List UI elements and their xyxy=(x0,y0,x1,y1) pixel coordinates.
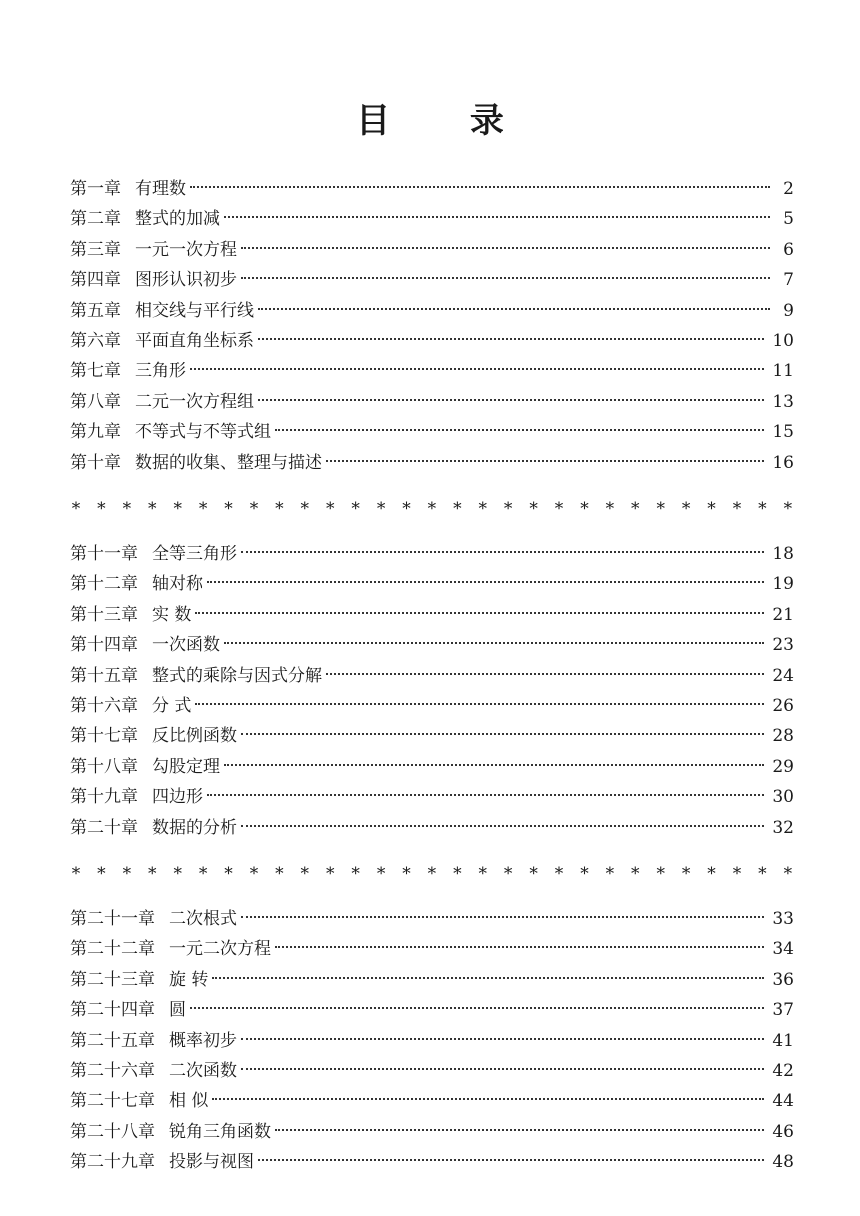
toc-chapter-title: 实 数 xyxy=(152,604,192,625)
toc-dot-leader xyxy=(241,916,764,918)
toc-entry[interactable] xyxy=(70,782,794,812)
toc-chapter-number: 第九章 xyxy=(70,422,121,443)
toc-page-number: 2 xyxy=(783,179,794,199)
toc-dot-leader xyxy=(224,764,764,766)
toc-chapter-number: 第二十三章 xyxy=(70,969,155,990)
toc-dot-leader xyxy=(241,277,770,279)
toc-dot-leader xyxy=(275,1129,764,1131)
toc-chapter-number: 第二十四章 xyxy=(70,1000,155,1021)
toc-page-number: 26 xyxy=(772,695,794,716)
toc-page-number: 21 xyxy=(772,604,794,625)
toc-entry[interactable] xyxy=(70,934,794,964)
toc-dot-leader xyxy=(241,551,764,553)
toc-page-number: 5 xyxy=(783,209,794,230)
toc-entry[interactable] xyxy=(70,630,794,660)
toc-dot-leader xyxy=(207,794,764,796)
toc-page-number: 24 xyxy=(772,665,794,686)
toc-chapter-title: 二次根式 xyxy=(169,909,237,929)
toc-group xyxy=(70,904,794,1178)
toc-entry[interactable] xyxy=(70,600,794,630)
toc-dot-leader xyxy=(195,612,764,614)
toc-chapter-number: 第十章 xyxy=(70,452,121,473)
toc-page-number: 15 xyxy=(772,422,794,443)
toc-dot-leader xyxy=(224,216,770,218)
toc-page-number: 6 xyxy=(783,239,794,260)
toc-dot-leader xyxy=(241,1068,764,1070)
toc-entry[interactable] xyxy=(70,1056,794,1086)
toc-dot-leader xyxy=(326,673,764,675)
toc-entry[interactable] xyxy=(70,296,794,326)
toc-chapter-title: 图形认识初步 xyxy=(135,270,237,291)
toc-dot-leader xyxy=(258,1159,764,1161)
toc-page-number: 10 xyxy=(772,330,794,351)
toc-chapter-title: 一元二次方程 xyxy=(169,939,271,960)
toc-chapter-number: 第十二章 xyxy=(70,574,138,595)
toc-entry[interactable] xyxy=(70,387,794,417)
toc-chapter-title: 一元一次方程 xyxy=(135,239,237,260)
toc-page-number: 28 xyxy=(772,726,794,747)
toc-entry[interactable] xyxy=(70,661,794,691)
toc-chapter-title: 相 似 xyxy=(169,1091,209,1112)
toc-entry[interactable] xyxy=(70,326,794,356)
toc-chapter-number: 第二十五章 xyxy=(70,1030,155,1051)
toc-entry[interactable] xyxy=(70,1117,794,1147)
toc-entry[interactable] xyxy=(70,904,794,934)
toc-dot-leader xyxy=(258,308,770,310)
page-title: 目 录 xyxy=(356,101,538,141)
toc-page-number: 32 xyxy=(772,817,794,838)
toc-chapter-title: 二次函数 xyxy=(169,1060,237,1081)
toc-page-number: 19 xyxy=(772,574,794,595)
toc-page-number: 13 xyxy=(772,391,794,412)
toc-page-number: 9 xyxy=(783,300,794,321)
toc-chapter-title: 二元一次方程组 xyxy=(135,391,254,412)
toc-entry[interactable] xyxy=(70,1026,794,1056)
toc-page-number: 48 xyxy=(772,1152,794,1173)
toc-entry[interactable] xyxy=(70,813,794,843)
toc-chapter-title: 投影与视图 xyxy=(169,1152,254,1173)
toc-dot-leader xyxy=(241,247,770,249)
toc-chapter-title: 分 式 xyxy=(152,695,192,716)
toc-page-number: 42 xyxy=(772,1060,794,1081)
toc-chapter-number: 第十七章 xyxy=(70,726,138,747)
toc-entry[interactable] xyxy=(70,752,794,782)
toc-chapter-number: 第十三章 xyxy=(70,604,138,625)
toc-dot-leader xyxy=(195,703,764,705)
toc-entry[interactable] xyxy=(70,356,794,386)
toc-chapter-title: 锐角三角函数 xyxy=(169,1121,271,1142)
toc-chapter-title: 数据的收集、整理与描述 xyxy=(135,452,322,473)
toc-dot-leader xyxy=(207,581,764,583)
toc-chapter-number: 第十四章 xyxy=(70,635,138,656)
toc-page-number: 16 xyxy=(772,452,794,473)
toc-dot-leader xyxy=(190,186,770,188)
toc-group xyxy=(70,539,794,843)
toc-chapter-title: 平面直角坐标系 xyxy=(135,330,254,351)
toc-page-number: 29 xyxy=(772,756,794,777)
toc-chapter-title: 概率初步 xyxy=(169,1030,237,1051)
toc-dot-leader xyxy=(190,368,764,370)
toc-page-number: 18 xyxy=(772,544,794,564)
toc-chapter-number: 第十六章 xyxy=(70,695,138,716)
toc-entry[interactable] xyxy=(70,1147,794,1177)
toc-dot-leader xyxy=(212,977,764,979)
toc-chapter-number: 第十一章 xyxy=(70,544,138,564)
toc-chapter-title: 整式的加减 xyxy=(135,209,220,230)
toc-dot-leader xyxy=(258,338,764,340)
toc-chapter-title: 数据的分析 xyxy=(152,817,237,838)
toc-chapter-number: 第二章 xyxy=(70,209,121,230)
toc-dot-leader xyxy=(241,825,764,827)
toc-chapter-number: 第十八章 xyxy=(70,756,138,777)
toc-entry[interactable] xyxy=(70,539,794,569)
toc-chapter-title: 勾股定理 xyxy=(152,756,220,777)
toc-entry[interactable] xyxy=(70,174,794,204)
toc-page-number: 44 xyxy=(772,1091,794,1112)
toc-page-number: 23 xyxy=(772,635,794,656)
toc-chapter-number: 第二十七章 xyxy=(70,1091,155,1112)
toc-dot-leader xyxy=(258,399,764,401)
toc-entry[interactable] xyxy=(70,265,794,295)
toc-chapter-title: 旋 转 xyxy=(169,969,209,990)
toc-chapter-number: 第十五章 xyxy=(70,665,138,686)
toc-dot-leader xyxy=(224,642,764,644)
toc-dot-leader xyxy=(241,1038,764,1040)
toc-page-number: 37 xyxy=(772,1000,794,1021)
toc-chapter-number: 第一章 xyxy=(70,179,121,199)
toc-chapter-title: 轴对称 xyxy=(152,574,203,595)
section-separator: * * * * * * * * * * * * * * * * * * * * * * * * * * * * * xyxy=(71,864,793,884)
toc-page-number: 36 xyxy=(772,969,794,990)
toc-chapter-title: 整式的乘除与因式分解 xyxy=(152,665,322,686)
toc-chapter-number: 第二十二章 xyxy=(70,939,155,960)
toc-dot-leader xyxy=(241,733,764,735)
toc-page-number: 7 xyxy=(783,270,794,291)
toc-page-number: 30 xyxy=(772,787,794,808)
toc-entry[interactable] xyxy=(70,569,794,599)
toc-chapter-title: 有理数 xyxy=(135,179,186,199)
toc-entry[interactable] xyxy=(70,235,794,265)
toc-page-number: 41 xyxy=(772,1030,794,1051)
toc-dot-leader xyxy=(190,1007,764,1009)
toc-page-number: 33 xyxy=(772,909,794,929)
toc-entry[interactable] xyxy=(70,965,794,995)
toc-chapter-number: 第八章 xyxy=(70,391,121,412)
toc-entry[interactable] xyxy=(70,417,794,447)
toc-chapter-number: 第三章 xyxy=(70,239,121,260)
section-separator: * * * * * * * * * * * * * * * * * * * * * * * * * * * * * xyxy=(71,499,793,519)
toc-chapter-title: 四边形 xyxy=(152,787,203,808)
toc-dot-leader xyxy=(275,946,764,948)
toc-dot-leader xyxy=(275,429,764,431)
toc-chapter-title: 不等式与不等式组 xyxy=(135,422,271,443)
toc-dot-leader xyxy=(212,1098,764,1100)
toc-chapter-number: 第五章 xyxy=(70,300,121,321)
toc-group xyxy=(70,174,794,478)
toc-chapter-number: 第二十六章 xyxy=(70,1060,155,1081)
toc-chapter-title: 一次函数 xyxy=(152,635,220,656)
toc-chapter-title: 三角形 xyxy=(135,361,186,382)
toc-page-number: 34 xyxy=(772,939,794,960)
toc-chapter-title: 相交线与平行线 xyxy=(135,300,254,321)
toc-chapter-number: 第十九章 xyxy=(70,787,138,808)
toc-chapter-number: 第四章 xyxy=(70,270,121,291)
toc-chapter-title: 反比例函数 xyxy=(152,726,237,747)
toc-chapter-number: 第二十章 xyxy=(70,817,138,838)
toc-chapter-number: 第六章 xyxy=(70,330,121,351)
toc-page-number: 46 xyxy=(772,1121,794,1142)
toc-entry[interactable] xyxy=(70,721,794,751)
toc-entry[interactable] xyxy=(70,1086,794,1116)
toc-page-number: 11 xyxy=(772,361,794,382)
toc-chapter-title: 全等三角形 xyxy=(152,544,237,564)
toc-dot-leader xyxy=(326,460,764,462)
toc-chapter-number: 第七章 xyxy=(70,361,121,382)
toc-chapter-number: 第二十九章 xyxy=(70,1152,155,1173)
toc-entry[interactable] xyxy=(70,204,794,234)
toc-entry[interactable] xyxy=(70,995,794,1025)
toc-chapter-title: 圆 xyxy=(169,1000,186,1021)
toc-entry[interactable] xyxy=(70,691,794,721)
toc-entry[interactable] xyxy=(70,448,794,478)
toc-chapter-number: 第二十一章 xyxy=(70,909,155,929)
toc-chapter-number: 第二十八章 xyxy=(70,1121,155,1142)
